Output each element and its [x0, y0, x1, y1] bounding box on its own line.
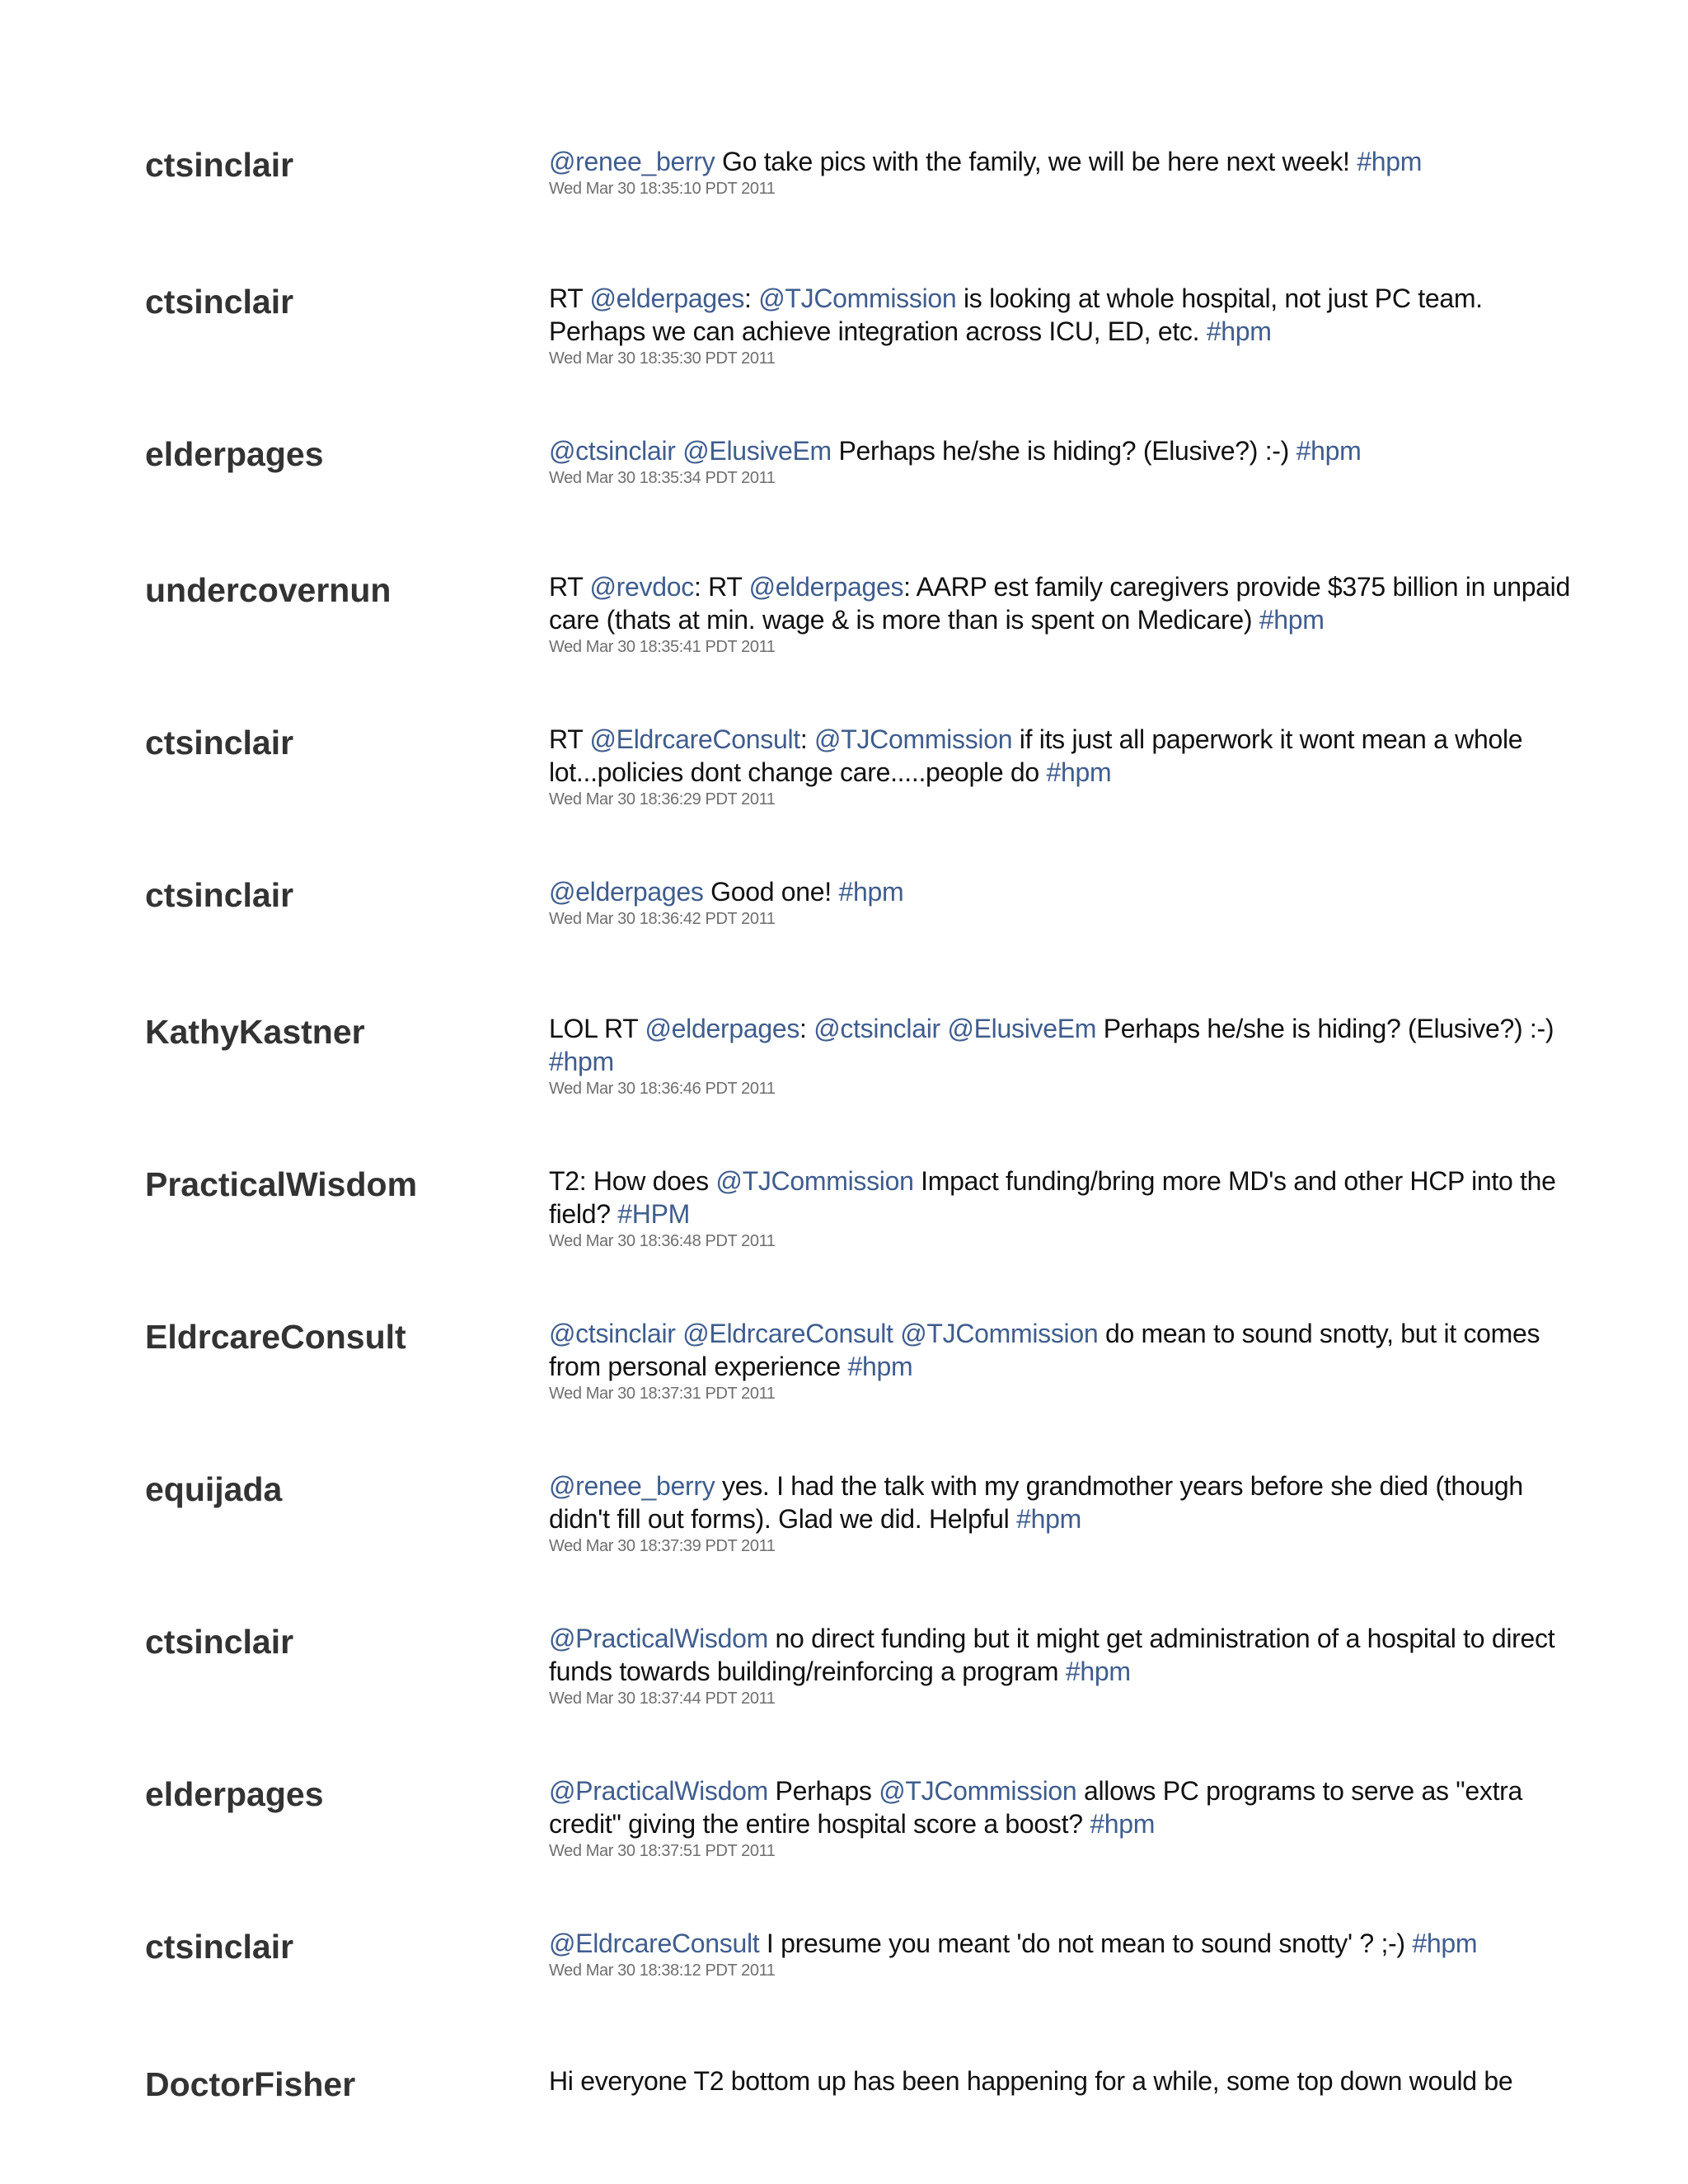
hashtag-link[interactable]: #hpm: [1090, 1809, 1156, 1839]
tweet-body: [549, 282, 1579, 369]
tweet-body: [549, 1469, 1579, 1557]
tweet-text-segment: Good one!: [703, 877, 839, 907]
tweet-text-segment: LOL RT: [549, 1014, 645, 1043]
tweet-text: [549, 145, 1579, 178]
tweet-timestamp: Wed Mar 30 18:38:12 PDT 2011: [549, 1961, 776, 1980]
hashtag-link[interactable]: #hpm: [838, 877, 904, 907]
tweet-text: [549, 1469, 1579, 1535]
tweet-author[interactable]: equijada: [145, 1470, 283, 1508]
tweet-author[interactable]: elderpages: [145, 1775, 324, 1813]
tweet-text: [549, 1622, 1579, 1688]
tweet-author[interactable]: ctsinclair: [145, 1623, 294, 1661]
tweet-timestamp: Wed Mar 30 18:36:48 PDT 2011: [549, 1232, 776, 1250]
tweet-text: [549, 282, 1579, 348]
tweet-body: [549, 2064, 1579, 2097]
hashtag-link[interactable]: #hpm: [847, 1352, 913, 1381]
tweet-text-segment: I presume you meant 'do not mean to sound snotty' ? ;-): [759, 1929, 1413, 1958]
tweet-body: [549, 1774, 1579, 1862]
mention-link[interactable]: @PracticalWisdom: [549, 1624, 768, 1653]
tweet-text: [549, 1927, 1579, 1960]
tweet-text-segment: do mean to sound snotty, but it comes from personal experience: [549, 1319, 1540, 1381]
tweet-body: [549, 1317, 1579, 1404]
tweet-body: [549, 434, 1579, 489]
tweet-text-segment: [676, 1319, 683, 1348]
tweet-body: [549, 1927, 1579, 1981]
mention-link[interactable]: @revdoc: [589, 572, 694, 602]
hashtag-link[interactable]: #hpm: [1206, 316, 1272, 346]
tweet-text-segment: RT: [549, 724, 590, 754]
tweet-text-segment: Hi everyone T2 bottom up has been happening for a while, some top down would be: [549, 2066, 1513, 2096]
tweet-text-segment: :: [799, 1014, 814, 1043]
tweet-timestamp: Wed Mar 30 18:36:29 PDT 2011: [549, 790, 776, 808]
mention-link[interactable]: @ElusiveEm: [947, 1014, 1097, 1043]
tweet-text-segment: RT: [549, 572, 590, 602]
hashtag-link[interactable]: #hpm: [1065, 1657, 1131, 1686]
tweet-text-segment: : AARP est family caregivers provide $375 billion in unpaid care (thats at min. wage & is more than is spent on Medicare): [549, 572, 1570, 635]
tweet-text: [549, 434, 1579, 467]
mention-link[interactable]: @EldrcareConsult: [549, 1929, 760, 1958]
tweet-timestamp: Wed Mar 30 18:37:44 PDT 2011: [549, 1690, 776, 1708]
mention-link[interactable]: @TJCommission: [879, 1776, 1077, 1806]
mention-link[interactable]: @ctsinclair: [549, 436, 676, 466]
mention-link[interactable]: @elderpages: [645, 1014, 800, 1043]
tweet-text-segment: Perhaps: [767, 1776, 879, 1806]
tweet-timestamp: Wed Mar 30 18:35:34 PDT 2011: [549, 469, 776, 487]
tweet-body: [549, 1012, 1579, 1099]
tweet-text: [549, 1165, 1579, 1230]
tweet-text: [549, 1774, 1579, 1840]
mention-link[interactable]: @ctsinclair: [549, 1319, 676, 1348]
tweet-text-segment: is looking at whole hospital, not just PC team. Perhaps we can achieve integration across ICU, ED, etc.: [549, 284, 1483, 346]
mention-link[interactable]: @TJCommission: [715, 1166, 914, 1196]
tweet-text-segment: T2: How does: [549, 1166, 716, 1196]
mention-link[interactable]: @elderpages: [748, 572, 904, 602]
tweet-text-segment: Perhaps he/she is hiding? (Elusive?) :-): [831, 436, 1296, 466]
tweet-body: [549, 1622, 1579, 1709]
mention-link[interactable]: @elderpages: [549, 877, 704, 907]
mention-link[interactable]: @TJCommission: [900, 1319, 1099, 1348]
tweet-text: [549, 1012, 1579, 1078]
tweet-text-segment: : RT: [693, 572, 749, 602]
mention-link[interactable]: @ElusiveEm: [682, 436, 832, 466]
tweet-text: [549, 2064, 1579, 2097]
mention-link[interactable]: @renee_berry: [549, 1471, 715, 1501]
tweet-timestamp: Wed Mar 30 18:36:46 PDT 2011: [549, 1080, 776, 1098]
mention-link[interactable]: @elderpages: [589, 284, 745, 313]
tweet-body: [549, 723, 1579, 810]
tweet-timestamp: Wed Mar 30 18:37:31 PDT 2011: [549, 1385, 776, 1403]
tweet-author[interactable]: ctsinclair: [145, 1928, 294, 1966]
hashtag-link[interactable]: #HPM: [617, 1199, 691, 1229]
tweet-timestamp: Wed Mar 30 18:35:30 PDT 2011: [549, 349, 776, 368]
tweet-timestamp: Wed Mar 30 18:35:41 PDT 2011: [549, 638, 776, 656]
tweet-text: [549, 1317, 1579, 1383]
tweet-author[interactable]: ctsinclair: [145, 283, 294, 321]
tweet-body: [549, 875, 1579, 930]
mention-link[interactable]: @ctsinclair: [814, 1014, 940, 1043]
hashtag-link[interactable]: #hpm: [1016, 1504, 1081, 1534]
mention-link[interactable]: @EldrcareConsult: [589, 724, 800, 754]
hashtag-link[interactable]: #hpm: [1357, 147, 1423, 176]
tweet-text-segment: no direct funding but it might get administration of a hospital to direct funds towards building/reinforcing a program: [549, 1624, 1555, 1686]
tweet-author[interactable]: KathyKastner: [145, 1013, 365, 1051]
tweet-timestamp: Wed Mar 30 18:37:39 PDT 2011: [549, 1537, 776, 1555]
tweet-text: [549, 570, 1579, 636]
tweet-text: [549, 723, 1579, 789]
tweet-text-segment: [893, 1319, 901, 1348]
tweet-author[interactable]: undercovernun: [145, 571, 392, 609]
tweet-text-segment: Perhaps he/she is hiding? (Elusive?) :-): [1096, 1014, 1554, 1043]
mention-link[interactable]: @renee_berry: [549, 147, 715, 176]
hashtag-link[interactable]: #hpm: [549, 1047, 614, 1076]
tweet-text-segment: Go take pics with the family, we will be here next week!: [715, 147, 1357, 176]
tweet-text: [549, 875, 1579, 908]
hashtag-link[interactable]: #hpm: [1296, 436, 1362, 466]
tweet-text-segment: RT: [549, 284, 590, 313]
hashtag-link[interactable]: #hpm: [1259, 605, 1325, 635]
tweet-text-segment: :: [799, 724, 815, 754]
tweet-timestamp: Wed Mar 30 18:37:51 PDT 2011: [549, 1842, 776, 1860]
tweet-author[interactable]: PracticalWisdom: [145, 1165, 418, 1203]
tweet-body: [549, 570, 1579, 658]
tweet-text-segment: yes. I had the talk with my grandmother years before she died (though didn't fill out forms). Glad we did. Helpful: [549, 1471, 1523, 1534]
tweet-author[interactable]: ctsinclair: [145, 724, 294, 762]
tweet-timestamp: Wed Mar 30 18:35:10 PDT 2011: [549, 180, 776, 198]
tweet-body: [549, 145, 1579, 199]
mention-link[interactable]: @TJCommission: [814, 724, 1013, 754]
hashtag-link[interactable]: #hpm: [1046, 757, 1112, 787]
tweet-text-segment: :: [744, 284, 759, 313]
tweet-author[interactable]: elderpages: [145, 435, 324, 473]
tweet-body: [549, 1165, 1579, 1252]
mention-link[interactable]: @TJCommission: [758, 284, 957, 313]
tweet-text-segment: Impact funding/bring more MD's and other HCP into the field?: [549, 1166, 1556, 1229]
tweet-timestamp: Wed Mar 30 18:36:42 PDT 2011: [549, 910, 776, 928]
mention-link[interactable]: @PracticalWisdom: [549, 1776, 768, 1806]
tweet-text-segment: [676, 436, 683, 466]
tweet-text-segment: allows PC programs to serve as "extra credit" giving the entire hospital score a boost?: [549, 1776, 1523, 1839]
page-bottom-margin: [0, 2106, 1688, 2184]
tweet-text-segment: if its just all paperwork it wont mean a whole lot...policies dont change care.....people do: [549, 724, 1523, 787]
tweet-author[interactable]: EldrcareConsult: [145, 1318, 406, 1356]
tweet-author[interactable]: ctsinclair: [145, 876, 294, 914]
tweet-author[interactable]: ctsinclair: [145, 146, 294, 184]
hashtag-link[interactable]: #hpm: [1412, 1929, 1478, 1958]
mention-link[interactable]: @EldrcareConsult: [682, 1319, 893, 1348]
tweet-author[interactable]: DoctorFisher: [145, 2065, 356, 2103]
